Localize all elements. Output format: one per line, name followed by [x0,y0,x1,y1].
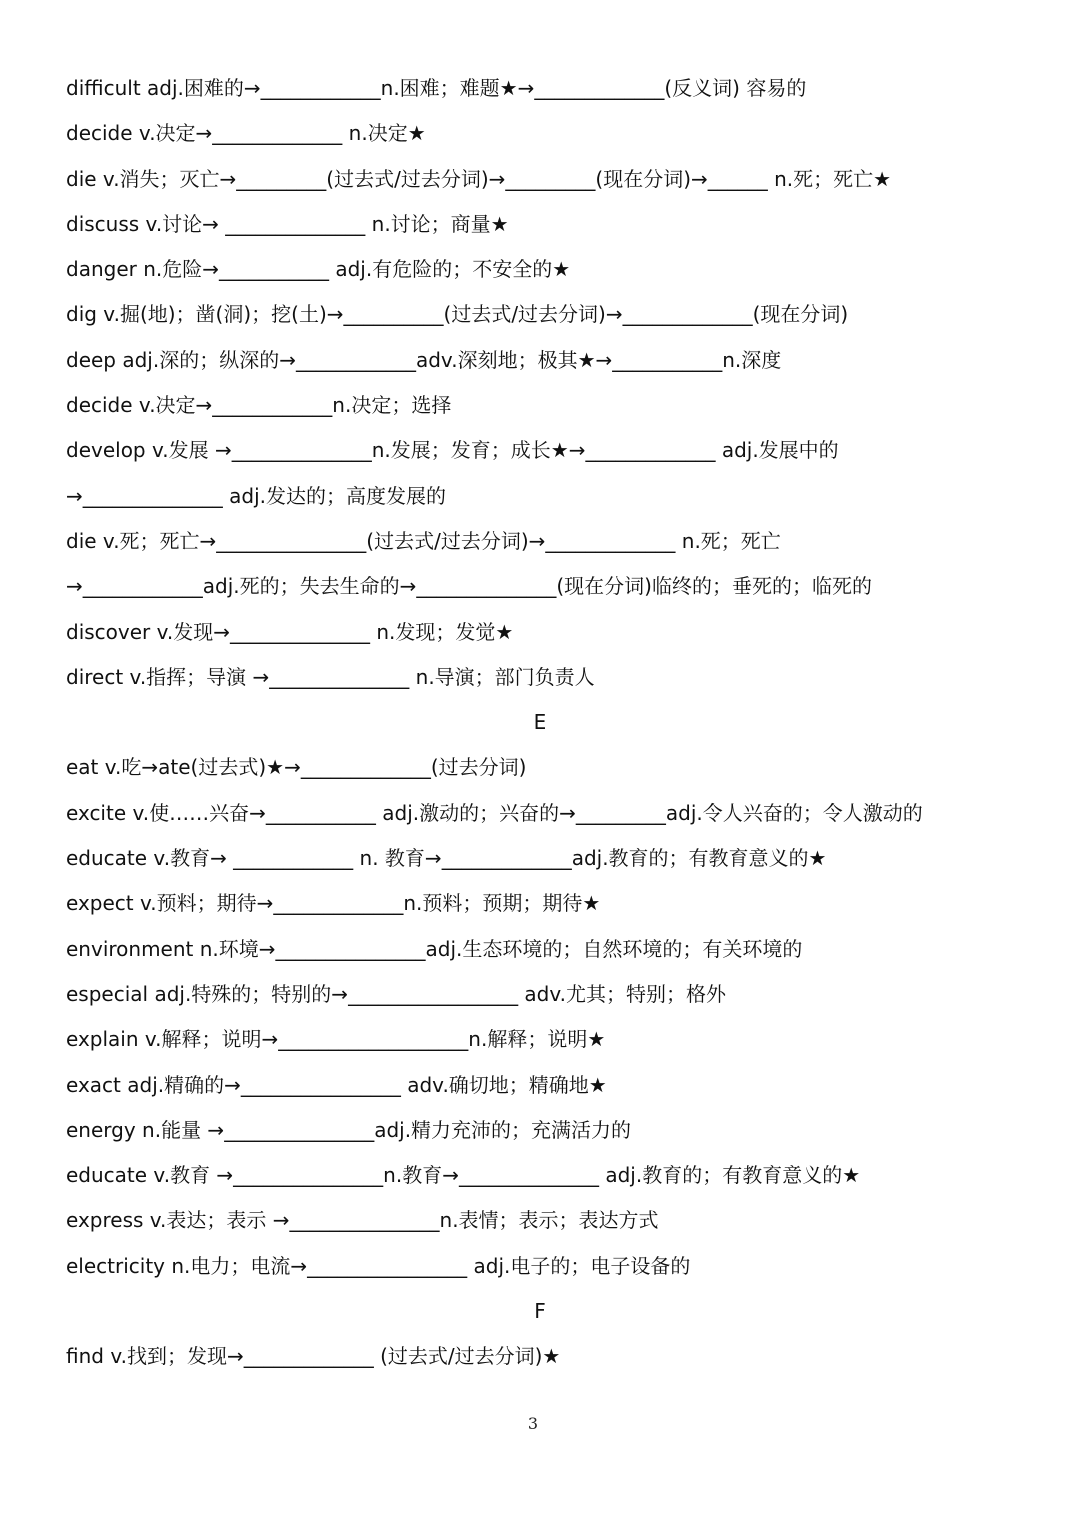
vocab-line: difficult adj.困难的→____________n.困难；难题★→_____________(反义词) 容易的 [66,76,807,100]
vocab-line: decide v.决定→_____________ n.决定★ [66,121,426,146]
vocab-line: educate v.教育 →_______________n.教育→______________ adj.教育的；有教育意义的★ [66,1163,861,1188]
vocab-line: electricity n.电力；电流→________________ adj.电子的；电子设备的 [66,1253,691,1278]
vocab-line: excite v.使……兴奋→___________ adj.激动的；兴奋的→_________adj.令人兴奋的；令人激动的 [66,800,923,825]
vocab-line: direct v.指挥；导演 →______________ n.导演；部门负责人 [66,664,595,689]
vocab-line: educate v.教育→ ____________ n. 教育→_____________adj.教育的；有教育意义的★ [66,846,827,871]
vocab-line: decide v.决定→____________n.决定；选择 [66,393,452,418]
vocab-line: die v.死；死亡→_______________(过去式/过去分词)→_____________ n.死；死亡 [66,528,781,553]
vocab-line: eat v.吃→ate(过去式)★→_____________(过去分词) [66,755,527,780]
page-number: 3 [527,1414,539,1433]
section-heading-f: F [534,1299,546,1324]
section-heading-e: E [533,710,547,735]
vocab-line: →____________adj.死的；失去生命的→______________(现在分词)临终的；垂死的；临死的 [66,574,872,599]
vocab-line: explain v.解释；说明→___________________n.解释；说明★ [66,1027,606,1052]
vocab-line: express v.表达；表示 →_______________n.表情；表示；表达方式 [66,1208,659,1233]
vocab-line: find v.找到；发现→_____________ (过去式/过去分词)★ [66,1344,561,1369]
vocab-line: environment n.环境→_______________adj.生态环境的；自然环境的；有关环境的 [66,936,803,961]
vocab-line: deep adj.深的；纵深的→____________adv.深刻地；极其★→___________n.深度 [66,347,782,372]
vocab-line: →______________ adj.发达的；高度发展的 [66,483,446,508]
vocab-line: discover v.发现→______________ n.发现；发觉★ [66,619,514,644]
vocab-line: expect v.预料；期待→_____________n.预料；预期；期待★ [66,891,601,916]
vocab-line: exact adj.精确的→________________ adv.确切地；精确地★ [66,1072,607,1097]
vocab-line: discuss v.讨论→ ______________ n.讨论；商量★ [66,211,509,236]
vocab-line: develop v.发展 →______________n.发展；发育；成长★→_____________ adj.发展中的 [66,438,839,463]
vocab-line: die v.消失；灭亡→_________(过去式/过去分词)→_________(现在分词)→______ n.死；死亡★ [66,166,892,191]
vocab-line: dig v.掘(地)；凿(洞)；挖(土)→__________(过去式/过去分词)→_____________(现在分词) [66,302,849,327]
vocab-line: danger n.危险→___________ adj.有危险的；不安全的★ [66,257,571,282]
vocabulary-list [66,66,1026,1380]
vocab-line: energy n.能量 →_______________adj.精力充沛的；充满活力的 [66,1117,632,1142]
vocab-line: especial adj.特殊的；特别的→_________________ adv.尤其；特别；格外 [66,981,727,1006]
